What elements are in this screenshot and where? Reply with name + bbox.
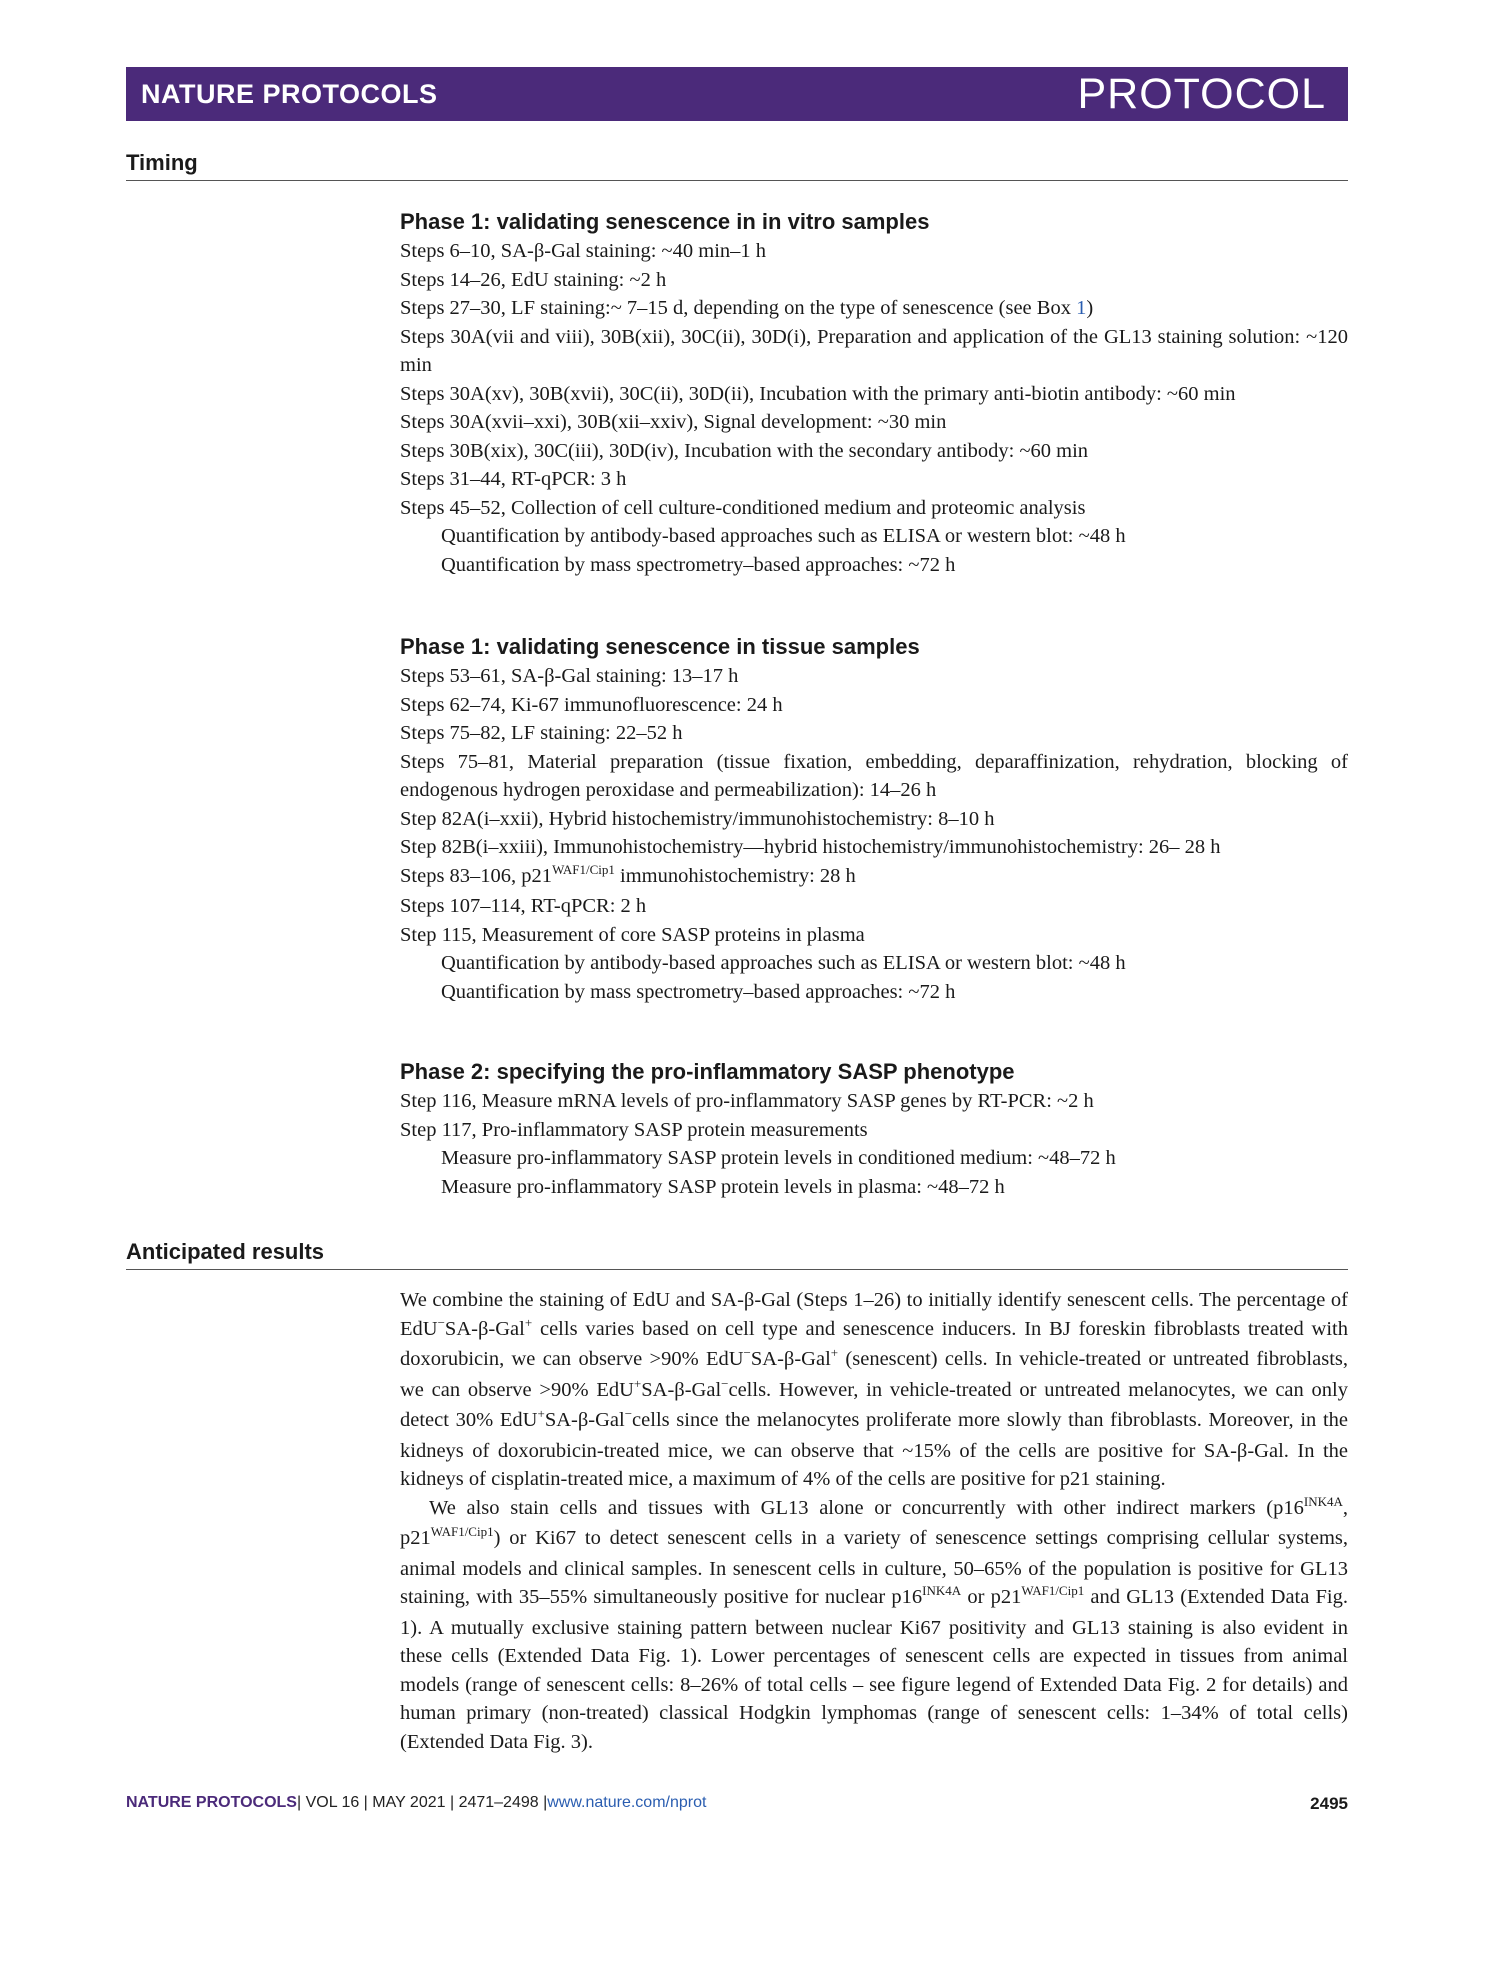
timing-subline: Quantification by mass spectrometry–based approaches: ~72 h (441, 980, 956, 1003)
timing-subline: Quantification by antibody-based approaches such as ELISA or western blot: ~48 h (441, 952, 1126, 974)
timing-line: Step 116, Measure mRNA levels of pro-inflammatory SASP genes by RT-PCR: ~2 h (400, 1090, 1094, 1112)
anticipated-results-heading: Anticipated results (126, 1239, 1348, 1270)
phase-in-vitro (400, 208, 1348, 579)
footer-details: | VOL 16 | MAY 2021 | 2471–2498 | (296, 1794, 548, 1811)
box-link[interactable]: 1 (1076, 297, 1087, 319)
timing-subline: Quantification by mass spectrometry–based approaches: ~72 h (441, 553, 956, 576)
phase-title: Phase 1: validating senescence in tissue samples (400, 634, 920, 659)
timing-line: Step 82B(i–xxiii), Immunohistochemistry—hybrid histochemistry/immunohistochemistry: 26– 28 h (400, 836, 1221, 858)
timing-line: Steps 30A(xv), 30B(xvii), 30C(ii), 30D(ii), Incubation with the primary anti-biotin antibody: ~60 min (400, 382, 1236, 405)
timing-line: Steps 83–106, $p21^{WAF1/Cip1}$ immunohistochemistry: 28 h (400, 861, 856, 887)
page-number: 2495 (1310, 1794, 1348, 1813)
footer-url[interactable]: www.nature.com/nprot (547, 1794, 707, 1811)
timing-line: Steps 27–30, LF staining:~ 7–15 d, depending on the type of senescence (see Box 1) (400, 297, 1094, 319)
timing-subline: Measure pro-inflammatory SASP protein levels in conditioned medium: ~48–72 h (441, 1147, 1116, 1169)
timing-line: Steps 75–82, LF staining: 22–52 h (400, 722, 683, 744)
footer-journal: NATURE PROTOCOLS (126, 1794, 297, 1811)
timing-line: Step 115, Measurement of core SASP proteins in plasma (400, 923, 865, 946)
timing-subline: Quantification by antibody-based approaches such as ELISA or western blot: ~48 h (441, 525, 1126, 547)
timing-line: Steps 53–61, SA-β-Gal staining: 13–17 h (400, 665, 739, 687)
timing-line: Steps 30B(xix), 30C(iii), 30D(iv), Incubation with the secondary antibody: ~60 min (400, 439, 1089, 462)
results-body (400, 1286, 1348, 1756)
timing-line: Step 117, Pro-inflammatory SASP protein measurements (400, 1118, 868, 1141)
footer-citation (126, 1794, 706, 1812)
timing-line: Steps 31–44, RT-qPCR: 3 h (400, 468, 627, 490)
article-type: PROTOCOL (1077, 69, 1326, 118)
timing-line: Steps 30A(xvii–xxi), 30B(xii–xxiv), Signal development: ~30 min (400, 411, 947, 433)
timing-line: Steps 30A(vii and viii), 30B(xii), 30C(ii), 30D(i), Preparation and application of the GL13 staining solution: ~120 min (400, 325, 1348, 376)
phase-tissue (400, 633, 1348, 1006)
timing-subline: Measure pro-inflammatory SASP protein levels in plasma: ~48–72 h (441, 1175, 1005, 1198)
phase-sasp (400, 1058, 1348, 1201)
timing-line: Step 82A(i–xxii), Hybrid histochemistry/immunohistochemistry: 8–10 h (400, 807, 995, 830)
journal-banner (126, 67, 1348, 121)
timing-line: Steps 6–10, SA-β-Gal staining: ~40 min–1 h (400, 240, 767, 262)
timing-line: Steps 75–81, Material preparation (tissue fixation, embedding, deparaffinization, rehydration, blocking of endogenous hydrogen peroxidase and permeabilization): 14–26 h (400, 750, 1348, 801)
phase-title: Phase 1: validating senescence in in vitro samples (400, 209, 930, 234)
timing-line: Steps 45–52, Collection of cell culture-conditioned medium and proteomic analysis (400, 496, 1086, 519)
journal-name: NATURE PROTOCOLS (141, 78, 438, 109)
results-paragraph: We also stain cells and tissues with GL13 alone or concurrently with other indirect markers ($p16^{INK4A}$, $p21^{WAF1/Cip1}$) or Ki67 to detect senescent cells in a variety of senescence settings comprising cellular systems, animal models and clinical samples. In senescent cells in culture, 50–65% of the population is positive for GL13 staining, with 35–55% simultaneously positive for nuclear $p16^{INK4A}$ or $p21^{WAF1/Cip1}$ and GL13 (Extended Data Fig. 1). A mutually exclusive staining pattern between nuclear Ki67 positivity and GL13 staining is also evident in these cells (Extended Data Fig. 1). Lower percentages of senescent cells are expected in tissues from animal models (range of senescent cells: 8–26% of total cells – see figure legend of Extended Data Fig. 2 for details) and human primary (non-treated) classical Hodgkin lymphomas (range of senescent cells: 1–34% of total cells) (Extended Data Fig. 3). (400, 1493, 1349, 1753)
timing-heading: Timing (126, 150, 1348, 181)
timing-line: Steps 62–74, Ki-67 immunofluorescence: 24 h (400, 693, 783, 716)
timing-line: Steps 107–114, RT-qPCR: 2 h (400, 895, 647, 917)
phase-title: Phase 2: specifying the pro-inflammatory SASP phenotype (400, 1059, 1015, 1084)
results-paragraph: We combine the staining of EdU and SA-β-Gal (Steps 1–26) to initially identify senescent cells. The percentage of EdU−SA-β-Gal+ cells varies based on cell type and senescence inducers. In BJ foreskin fibroblasts treated with doxorubicin, we can observe >90% EdU−SA-β-Gal+ (senescent) cells. In vehicle-treated or untreated fibroblasts, we can observe >90% EdU+SA-β-Gal−cells. However, in vehicle-treated or untreated melanocytes, we can only detect 30% EdU+SA-β-Gal−cells since the melanocytes proliferate more slowly than fibroblasts. Moreover, in the kidneys of doxorubicin-treated mice, we can observe that ~15% of the cells are positive for SA-β-Gal. In the kidneys of cisplatin-treated mice, a maximum of 4% of the cells are positive for p21 staining. (400, 1289, 1349, 1490)
timing-line: Steps 14–26, EdU staining: ~2 h (400, 268, 667, 291)
